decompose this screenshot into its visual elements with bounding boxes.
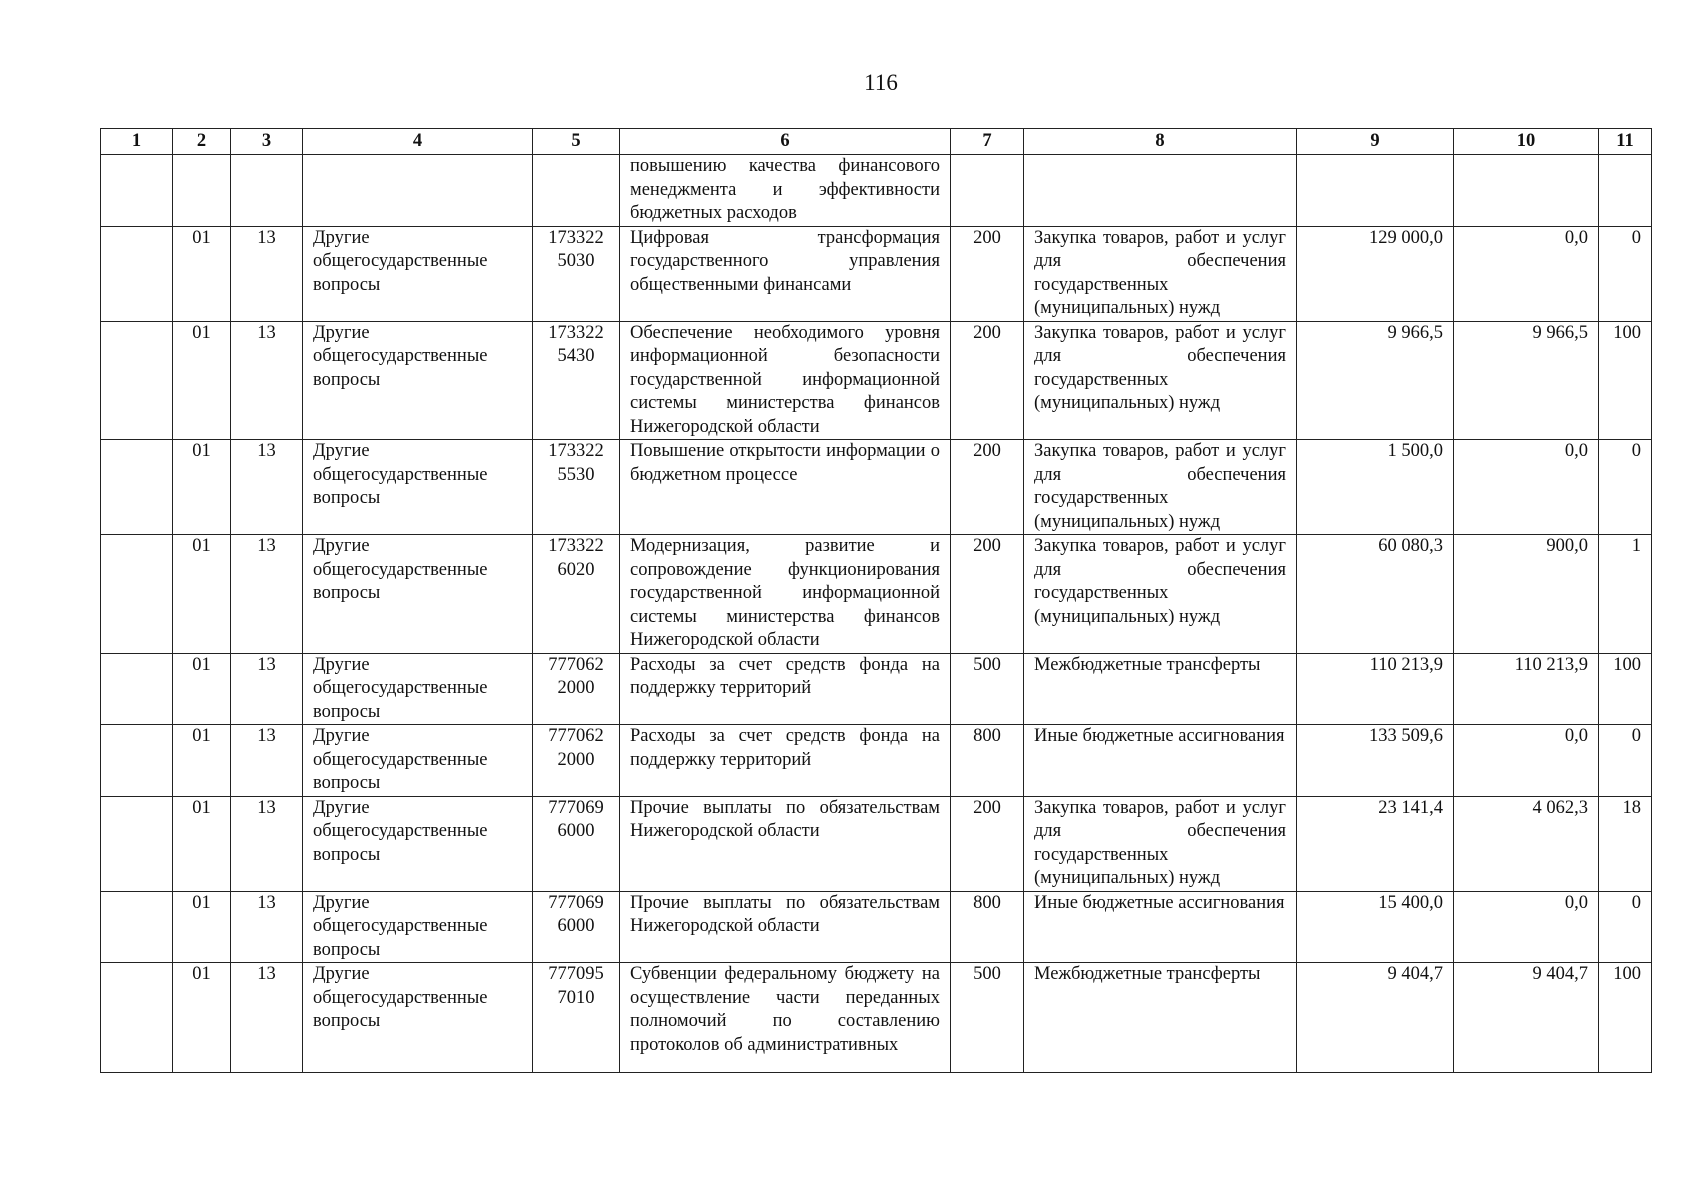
cell-subsection bbox=[231, 155, 303, 227]
cell-section-name: Другие общегосударственные вопросы bbox=[303, 226, 533, 321]
cell-execution-percent: 0 bbox=[1599, 725, 1652, 797]
cell-expense-name: Расходы за счет средств фонда на поддержку территорий bbox=[620, 725, 951, 797]
cell-expense-type-code: 200 bbox=[951, 535, 1024, 654]
cell-target-code bbox=[533, 963, 620, 1073]
cell-expense-type-name bbox=[1024, 155, 1297, 227]
cell-expense-type-name: Иные бюджетные ассигнования bbox=[1024, 725, 1297, 797]
cell-expense-type-code: 800 bbox=[951, 725, 1024, 797]
cell-expense-name: Субвенции федеральному бюджету на осуществление части переданных полномочий по составлению протоколов об административных bbox=[620, 963, 951, 1073]
cell-section-name: Другие общегосударственные вопросы bbox=[303, 796, 533, 891]
cell-expense-name: Прочие выплаты по обязательствам Нижегородской области bbox=[620, 796, 951, 891]
table-row bbox=[101, 725, 1652, 797]
cell-expense-type-code bbox=[951, 155, 1024, 227]
cell-section-name: Другие общегосударственные вопросы bbox=[303, 891, 533, 963]
cell-expense-name: Цифровая трансформация государственного управления общественными финансами bbox=[620, 226, 951, 321]
cell-expense-type-name: Закупка товаров, работ и услуг для обеспечения государственных (муниципальных) нужд bbox=[1024, 796, 1297, 891]
cell-executed-amount: 0,0 bbox=[1454, 725, 1599, 797]
cell-planned-amount bbox=[1297, 155, 1454, 227]
target-code-part-2: 2000 bbox=[557, 678, 595, 698]
target-code-part-2: 5030 bbox=[557, 251, 595, 271]
cell-section-name: Другие общегосударственные вопросы bbox=[303, 321, 533, 440]
cell-executed-amount: 0,0 bbox=[1454, 891, 1599, 963]
cell-planned-amount: 15 400,0 bbox=[1297, 891, 1454, 963]
cell-col-1 bbox=[101, 226, 173, 321]
cell-target-code bbox=[533, 796, 620, 891]
cell-executed-amount: 900,0 bbox=[1454, 535, 1599, 654]
cell-expense-name: повышению качества финансового менеджмента и эффективности бюджетных расходов bbox=[620, 155, 951, 227]
target-code-part-2: 7010 bbox=[557, 987, 595, 1008]
cell-execution-percent bbox=[1599, 155, 1652, 227]
cell-planned-amount: 23 141,4 bbox=[1297, 796, 1454, 891]
column-header-row bbox=[101, 129, 1652, 155]
target-code-part-1: 173322 bbox=[548, 536, 604, 556]
table-row bbox=[101, 155, 1652, 227]
cell-executed-amount bbox=[1454, 155, 1599, 227]
target-code-part-2: 6020 bbox=[557, 559, 595, 580]
cell-col-1 bbox=[101, 321, 173, 440]
cell-expense-type-code: 200 bbox=[951, 796, 1024, 891]
cell-section: 01 bbox=[173, 796, 231, 891]
cell-subsection: 13 bbox=[231, 321, 303, 440]
cell-section-name: Другие общегосударственные вопросы bbox=[303, 535, 533, 654]
cell-execution-percent: 100 bbox=[1599, 963, 1652, 1073]
target-code-part-1: 173322 bbox=[548, 227, 604, 248]
cell-target-code bbox=[533, 535, 620, 654]
target-code-part-1: 777069 bbox=[548, 892, 604, 913]
cell-target-code bbox=[533, 725, 620, 797]
cell-subsection: 13 bbox=[231, 226, 303, 321]
cell-col-1 bbox=[101, 155, 173, 227]
table-row bbox=[101, 440, 1652, 535]
cell-planned-amount: 133 509,6 bbox=[1297, 725, 1454, 797]
column-header-1: 1 bbox=[101, 129, 173, 155]
cell-expense-type-code: 500 bbox=[951, 653, 1024, 725]
cell-expense-type-name: Межбюджетные трансферты bbox=[1024, 963, 1297, 1073]
cell-executed-amount: 9 966,5 bbox=[1454, 321, 1599, 440]
cell-planned-amount: 9 404,7 bbox=[1297, 963, 1454, 1073]
cell-expense-type-code: 200 bbox=[951, 321, 1024, 440]
cell-expense-type-code: 200 bbox=[951, 440, 1024, 535]
target-code-part-1: 173322 bbox=[548, 322, 604, 343]
table-row bbox=[101, 226, 1652, 321]
cell-execution-percent: 0 bbox=[1599, 440, 1652, 535]
cell-subsection: 13 bbox=[231, 891, 303, 963]
column-header-2: 2 bbox=[173, 129, 231, 155]
cell-execution-percent: 0 bbox=[1599, 891, 1652, 963]
table-row bbox=[101, 796, 1652, 891]
cell-section-name bbox=[303, 155, 533, 227]
cell-col-1 bbox=[101, 891, 173, 963]
cell-section: 01 bbox=[173, 653, 231, 725]
cell-expense-type-name: Межбюджетные трансферты bbox=[1024, 653, 1297, 725]
cell-section: 01 bbox=[173, 535, 231, 654]
cell-expense-type-code: 500 bbox=[951, 963, 1024, 1073]
cell-execution-percent: 0 bbox=[1599, 226, 1652, 321]
budget-table bbox=[100, 128, 1652, 1073]
cell-execution-percent: 18 bbox=[1599, 796, 1652, 891]
target-code-part-2: 6000 bbox=[557, 821, 595, 841]
column-header-5: 5 bbox=[533, 129, 620, 155]
table-row bbox=[101, 891, 1652, 963]
cell-section: 01 bbox=[173, 226, 231, 321]
cell-col-1 bbox=[101, 963, 173, 1073]
cell-expense-type-name: Иные бюджетные ассигнования bbox=[1024, 891, 1297, 963]
cell-expense-name: Обеспечение необходимого уровня информационной безопасности государственной информационной системы министерства финансов Нижегородской области bbox=[620, 321, 951, 440]
cell-target-code bbox=[533, 155, 620, 227]
cell-section: 01 bbox=[173, 321, 231, 440]
cell-col-1 bbox=[101, 440, 173, 535]
cell-section-name: Другие общегосударственные вопросы bbox=[303, 963, 533, 1073]
cell-expense-name: Модернизация, развитие и сопровождение функционирования государственной информационной системы министерства финансов Нижегородской области bbox=[620, 535, 951, 654]
cell-executed-amount: 0,0 bbox=[1454, 440, 1599, 535]
cell-target-code bbox=[533, 321, 620, 440]
cell-subsection: 13 bbox=[231, 653, 303, 725]
column-header-9: 9 bbox=[1297, 129, 1454, 155]
cell-subsection: 13 bbox=[231, 796, 303, 891]
column-header-10: 10 bbox=[1454, 129, 1599, 155]
table-row bbox=[101, 535, 1652, 654]
cell-execution-percent: 100 bbox=[1599, 321, 1652, 440]
cell-section: 01 bbox=[173, 440, 231, 535]
cell-section: 01 bbox=[173, 963, 231, 1073]
cell-planned-amount: 110 213,9 bbox=[1297, 653, 1454, 725]
target-code-part-2: 2000 bbox=[557, 749, 595, 770]
cell-expense-type-name: Закупка товаров, работ и услуг для обеспечения государственных (муниципальных) нужд bbox=[1024, 440, 1297, 535]
cell-target-code bbox=[533, 653, 620, 725]
cell-target-code bbox=[533, 891, 620, 963]
cell-expense-type-name: Закупка товаров, работ и услуг для обеспечения государственных (муниципальных) нужд bbox=[1024, 535, 1297, 654]
column-header-7: 7 bbox=[951, 129, 1024, 155]
target-code-part-2: 6000 bbox=[557, 916, 595, 936]
target-code-part-1: 777062 bbox=[548, 726, 604, 746]
cell-subsection: 13 bbox=[231, 963, 303, 1073]
cell-section-name: Другие общегосударственные вопросы bbox=[303, 440, 533, 535]
cell-subsection: 13 bbox=[231, 440, 303, 535]
column-header-6: 6 bbox=[620, 129, 951, 155]
cell-execution-percent: 1 bbox=[1599, 535, 1652, 654]
cell-subsection: 13 bbox=[231, 535, 303, 654]
cell-col-1 bbox=[101, 796, 173, 891]
cell-col-1 bbox=[101, 535, 173, 654]
cell-planned-amount: 60 080,3 bbox=[1297, 535, 1454, 654]
table-row bbox=[101, 653, 1652, 725]
cell-section-name: Другие общегосударственные вопросы bbox=[303, 653, 533, 725]
page-number: 116 bbox=[864, 70, 898, 95]
cell-expense-type-code: 800 bbox=[951, 891, 1024, 963]
column-header-4: 4 bbox=[303, 129, 533, 155]
cell-expense-name: Расходы за счет средств фонда на поддержку территорий bbox=[620, 653, 951, 725]
cell-expense-type-name: Закупка товаров, работ и услуг для обеспечения государственных (муниципальных) нужд bbox=[1024, 321, 1297, 440]
cell-target-code bbox=[533, 226, 620, 321]
cell-expense-name: Повышение открытости информации о бюджетном процессе bbox=[620, 440, 951, 535]
table-body bbox=[101, 155, 1652, 1073]
cell-expense-name: Прочие выплаты по обязательствам Нижегородской области bbox=[620, 891, 951, 963]
cell-expense-type-code: 200 bbox=[951, 226, 1024, 321]
target-code-part-2: 5530 bbox=[557, 464, 595, 485]
target-code-part-1: 777062 bbox=[548, 654, 604, 675]
target-code-part-1: 777069 bbox=[548, 797, 604, 818]
cell-planned-amount: 9 966,5 bbox=[1297, 321, 1454, 440]
cell-section: 01 bbox=[173, 725, 231, 797]
cell-executed-amount: 0,0 bbox=[1454, 226, 1599, 321]
cell-col-1 bbox=[101, 725, 173, 797]
cell-section: 01 bbox=[173, 891, 231, 963]
table-row bbox=[101, 321, 1652, 440]
cell-planned-amount: 1 500,0 bbox=[1297, 440, 1454, 535]
cell-execution-percent: 100 bbox=[1599, 653, 1652, 725]
cell-section bbox=[173, 155, 231, 227]
cell-section-name: Другие общегосударственные вопросы bbox=[303, 725, 533, 797]
column-header-3: 3 bbox=[231, 129, 303, 155]
column-header-11: 11 bbox=[1599, 129, 1652, 155]
table-row bbox=[101, 963, 1652, 1073]
cell-planned-amount: 129 000,0 bbox=[1297, 226, 1454, 321]
cell-subsection: 13 bbox=[231, 725, 303, 797]
cell-col-1 bbox=[101, 653, 173, 725]
target-code-part-2: 5430 bbox=[557, 346, 595, 366]
cell-executed-amount: 110 213,9 bbox=[1454, 653, 1599, 725]
cell-expense-type-name: Закупка товаров, работ и услуг для обеспечения государственных (муниципальных) нужд bbox=[1024, 226, 1297, 321]
cell-executed-amount: 9 404,7 bbox=[1454, 963, 1599, 1073]
target-code-part-1: 173322 bbox=[548, 441, 604, 461]
column-header-8: 8 bbox=[1024, 129, 1297, 155]
cell-target-code bbox=[533, 440, 620, 535]
cell-executed-amount: 4 062,3 bbox=[1454, 796, 1599, 891]
target-code-part-1: 777095 bbox=[548, 964, 604, 984]
